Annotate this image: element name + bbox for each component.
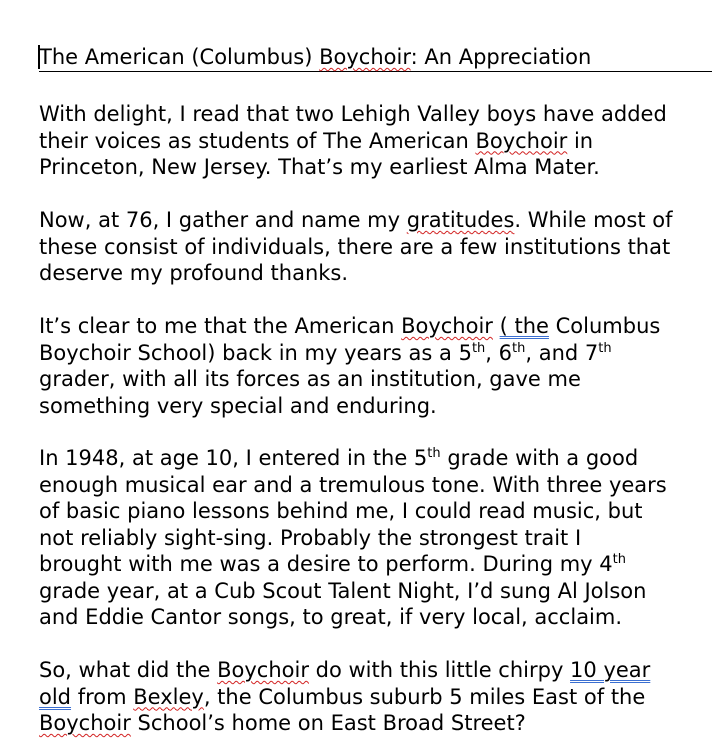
grammar-flagged-phrase[interactable]: 10 year <box>570 658 651 682</box>
paragraph-5 <box>39 657 719 737</box>
text-cursor <box>38 45 40 69</box>
text-line: deserve my profound thanks. <box>39 261 349 285</box>
text-line <box>39 710 719 737</box>
superscript: th <box>598 340 612 356</box>
text-line <box>39 313 719 340</box>
text-line <box>39 445 719 472</box>
text-line: With delight, I read that two Lehigh Valley boys have added <box>39 102 667 126</box>
text-run: Columbus <box>548 314 661 338</box>
text-run: do with this little chirpy <box>308 658 571 682</box>
spelling-flagged-word[interactable]: Boychoir <box>319 45 411 69</box>
title-text-end: : An Appreciation <box>410 45 592 69</box>
text-run: their voices as students of The American <box>39 128 476 153</box>
text-line: something very special and enduring. <box>39 393 437 418</box>
spelling-flagged-word[interactable]: Boychoir <box>217 658 309 682</box>
text-run: School’s home on East Broad Street? <box>130 711 526 735</box>
text-line: of basic piano lessons behind me, I could read music, but <box>39 499 643 523</box>
superscript: th <box>471 340 486 356</box>
paragraph-1 <box>39 101 719 181</box>
text-line: these consist of individuals, there are a few institutions that <box>39 234 671 259</box>
paragraph-3 <box>39 313 719 419</box>
text-run: from <box>71 684 134 709</box>
paragraph-4 <box>39 445 719 631</box>
text-line: not reliably sight-sing. Probably the strongest trait I <box>39 525 582 550</box>
text-run: , and 7 <box>525 340 599 365</box>
text-line <box>39 551 719 578</box>
text-line <box>39 684 719 711</box>
text-line <box>39 657 719 684</box>
text-line: Princeton, New Jersey. That’s my earliest Alma Mater. <box>39 155 600 179</box>
spelling-flagged-word[interactable]: Bexley <box>133 684 204 709</box>
document-title <box>39 43 712 72</box>
spelling-flagged-word[interactable]: Boychoir <box>39 711 131 735</box>
text-line: grader, with all its forces as an institution, gave me <box>39 367 581 391</box>
text-run: , the Columbus suburb 5 miles East of the <box>203 684 646 709</box>
text-line: enough musical ear and a tremulous tone. With three years <box>39 472 667 497</box>
superscript: th <box>612 552 626 567</box>
text-run: Now, at 76, I gather and name my <box>39 208 407 232</box>
spelling-flagged-word[interactable]: Boychoir <box>475 128 568 153</box>
title-text: The American (Columbus) <box>39 45 320 69</box>
text-line <box>39 340 719 367</box>
grammar-flagged-phrase[interactable]: ( the <box>499 314 549 338</box>
text-line: grade year, at a Cub Scout Talent Night, I’d sung Al Jolson <box>39 578 647 603</box>
text-run: , 6 <box>485 340 512 365</box>
spelling-flagged-word[interactable]: Boychoir <box>401 314 493 338</box>
text-run: brought with me was a desire to perform. During my 4 <box>39 552 613 576</box>
text-run: It’s clear to me that the American <box>39 314 402 338</box>
text-run <box>493 314 500 338</box>
grammar-flagged-phrase[interactable]: old <box>39 684 72 709</box>
superscript: th <box>427 446 441 461</box>
text-line <box>39 128 719 155</box>
paragraph-2 <box>39 207 719 287</box>
text-run: So, what did the <box>39 658 218 682</box>
superscript: th <box>512 340 526 356</box>
text-run: Boychoir School) back in my years as a 5 <box>39 340 472 365</box>
spelling-flagged-word[interactable]: gratitudes <box>406 208 515 232</box>
text-run: . While most of <box>514 208 673 232</box>
text-line: and Eddie Cantor songs, to great, if very local, acclaim. <box>39 605 623 629</box>
text-run: in <box>567 128 594 153</box>
text-line <box>39 207 719 234</box>
text-run: grade with a good <box>440 446 639 470</box>
text-run: In 1948, at age 10, I entered in the 5 <box>39 446 428 470</box>
